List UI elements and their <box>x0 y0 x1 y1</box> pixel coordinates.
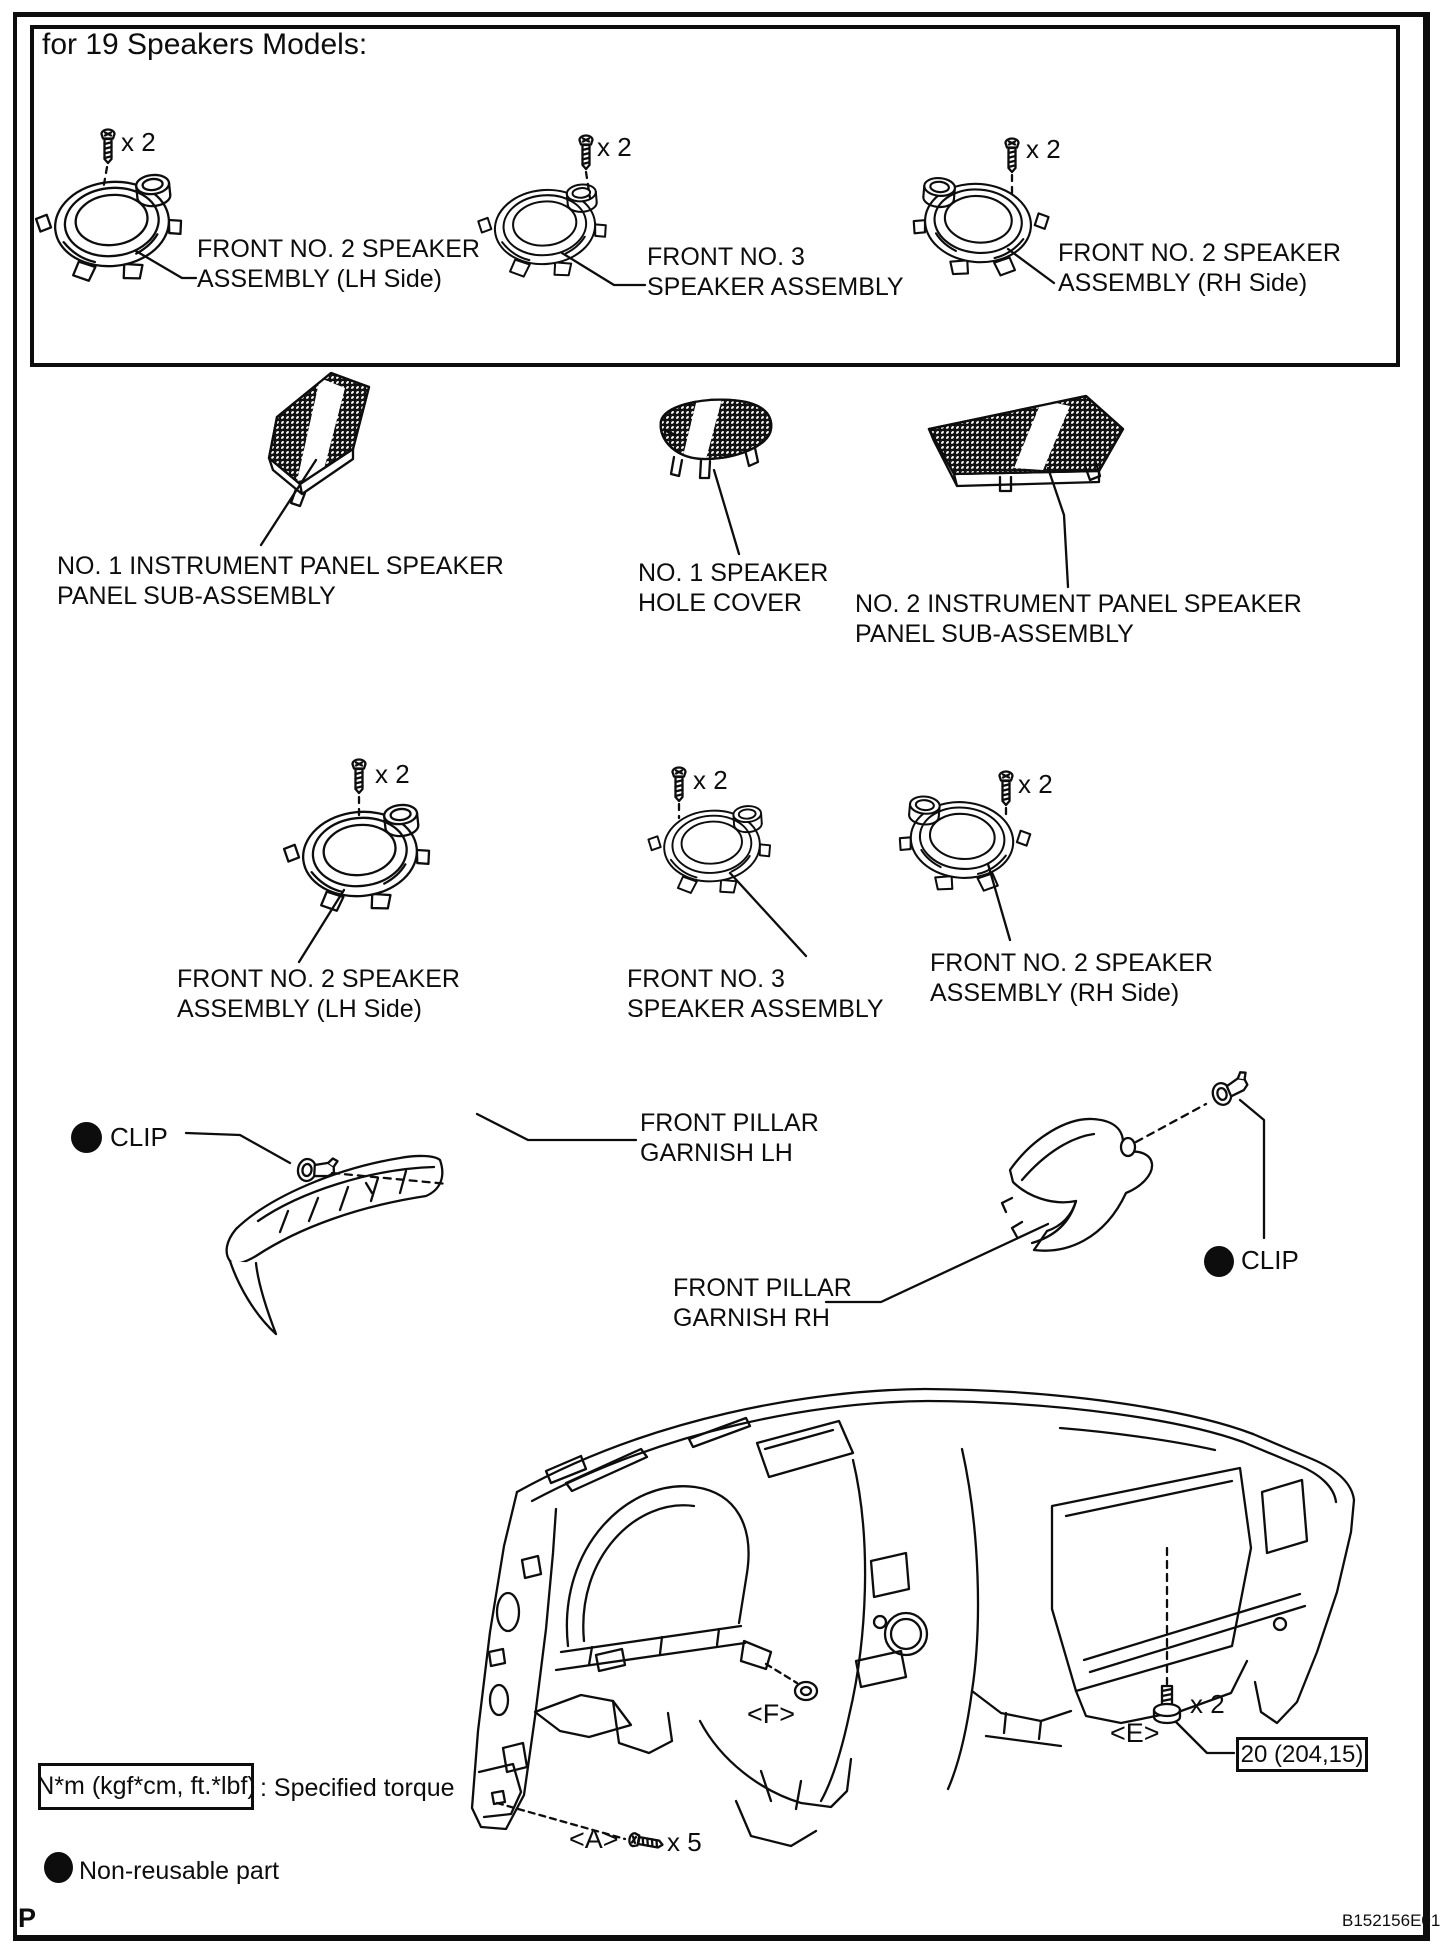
row2-speaker2-label <box>627 964 884 1024</box>
legend-non-reusable: Non-reusable part <box>79 1857 280 1885</box>
non-reusable-bullet-icon <box>71 1122 102 1153</box>
hole-cover-label <box>638 558 828 618</box>
label-line: PANEL SUB-ASSEMBLY <box>855 620 1134 648</box>
label-line: PANEL SUB-ASSEMBLY <box>57 582 336 610</box>
label-line: ASSEMBLY (LH Side) <box>197 265 443 293</box>
label-line: NO. 1 SPEAKER <box>638 559 829 587</box>
legend-torque-desc: : Specified torque <box>260 1774 455 1802</box>
figure-id: B152156E01 <box>1342 1911 1441 1930</box>
row2-speaker3-qty: x 2 <box>1018 769 1053 799</box>
panel1-label <box>57 551 504 611</box>
row2-speaker3-label <box>930 948 1213 1008</box>
label-line: HOLE COVER <box>638 589 802 617</box>
callout-a-label: <A> <box>569 1824 619 1854</box>
speakers-row2-illustration <box>281 760 1033 963</box>
screw-a-icon <box>628 1833 663 1852</box>
models-box-title: for 19 Speakers Models: <box>42 28 368 61</box>
label-line: FRONT PILLAR <box>640 1109 819 1137</box>
label-line: GARNISH LH <box>640 1139 793 1167</box>
clip-right-label: CLIP <box>1241 1245 1299 1275</box>
label-line: FRONT NO. 3 <box>647 243 805 271</box>
garnish-rh-label <box>673 1273 852 1333</box>
hole-cover-illustration <box>661 399 772 554</box>
callout-e-label: <E> <box>1110 1718 1160 1748</box>
label-line: FRONT NO. 3 <box>627 965 785 993</box>
page-marker: P <box>18 1903 37 1933</box>
label-line: FRONT NO. 2 SPEAKER <box>930 949 1213 977</box>
callout-f-label: <F> <box>747 1699 796 1729</box>
row1-speaker1-qty: x 2 <box>121 127 156 157</box>
panel2-label <box>855 589 1302 649</box>
label-line: FRONT PILLAR <box>673 1274 852 1302</box>
row1-speaker3-label <box>1058 238 1341 298</box>
row2-speaker2-qty: x 2 <box>693 765 728 795</box>
legend-torque-box: N*m (kgf*cm, ft.*lbf) <box>38 1763 254 1810</box>
callout-a-qty: x 5 <box>667 1827 702 1857</box>
row1-speaker3-qty: x 2 <box>1026 134 1061 164</box>
nut-f-icon <box>795 1682 817 1700</box>
row1-speaker2-label <box>647 242 904 302</box>
speaker-panel2-illustration <box>929 396 1123 587</box>
row2-speaker1-qty: x 2 <box>375 759 410 789</box>
label-line: NO. 2 INSTRUMENT PANEL SPEAKER <box>855 590 1302 618</box>
label-line: ASSEMBLY (LH Side) <box>177 995 423 1023</box>
row2-speaker1-label <box>177 964 460 1024</box>
label-line: ASSEMBLY (RH Side) <box>1058 269 1308 297</box>
dashboard-illustration <box>472 1389 1354 1846</box>
garnish-lh-label <box>640 1108 819 1168</box>
torque-spec-box: 20 (204,15) <box>1236 1737 1368 1772</box>
garnish-rh-illustration <box>826 1071 1264 1302</box>
label-line: SPEAKER ASSEMBLY <box>627 995 884 1023</box>
row1-speaker1-label <box>197 234 480 294</box>
label-line: FRONT NO. 2 SPEAKER <box>177 965 460 993</box>
speaker-panel1-illustration <box>261 373 369 545</box>
callout-e-qty: x 2 <box>1190 1689 1225 1719</box>
label-line: ASSEMBLY (RH Side) <box>930 979 1180 1007</box>
label-line: FRONT NO. 2 SPEAKER <box>1058 239 1341 267</box>
non-reusable-bullet-icon <box>1204 1246 1234 1277</box>
row1-speaker2-qty: x 2 <box>597 132 632 162</box>
label-line: FRONT NO. 2 SPEAKER <box>197 235 480 263</box>
garnish-lh-illustration <box>186 1114 636 1334</box>
label-line: SPEAKER ASSEMBLY <box>647 273 904 301</box>
label-line: GARNISH RH <box>673 1304 830 1332</box>
non-reusable-bullet-icon <box>44 1852 73 1883</box>
label-line: NO. 1 INSTRUMENT PANEL SPEAKER <box>57 552 504 580</box>
clip-left-label: CLIP <box>110 1122 168 1152</box>
